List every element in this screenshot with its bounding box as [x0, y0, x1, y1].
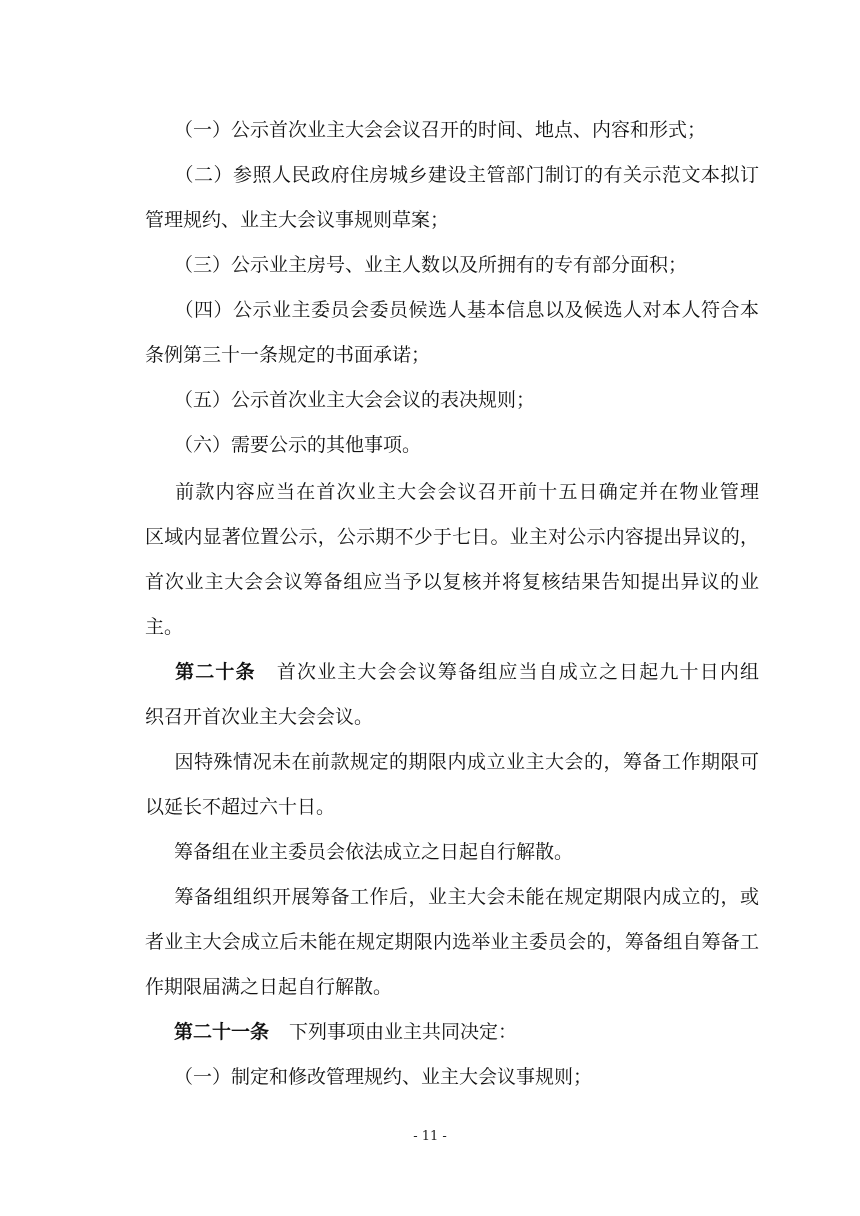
- paragraph-line: 主。: [145, 616, 184, 638]
- paragraph-line: 管理规约、业主大会议事规则草案；: [145, 209, 450, 231]
- page-number: - 11 -: [413, 1129, 447, 1144]
- article-heading: 第二十一条: [174, 1021, 270, 1043]
- paragraph-text: 下列事项由业主共同决定：: [289, 1021, 518, 1043]
- paragraph-line: （一）制定和修改管理规约、业主大会议事规则；: [174, 1066, 593, 1088]
- paragraph-line: [145, 883, 759, 911]
- paragraph-line: 织召开首次业主大会会议。: [145, 706, 374, 728]
- paragraph-text: 因特殊情况未在前款规定的期限内成立业主大会的，筹备工作期限可: [174, 751, 759, 773]
- paragraph-text: 首次业主大会会议筹备组应当自成立之日起九十日内组: [275, 661, 759, 683]
- article-21-line: [174, 1018, 517, 1046]
- paragraph-line: 条例第三十一条规定的书面承诺；: [145, 344, 431, 366]
- paragraph-line: [145, 296, 759, 324]
- paragraph-line: [145, 161, 759, 189]
- paragraph-line: 首次业主大会会议筹备组应当予以复核并将复核结果告知提出异议的业: [145, 571, 759, 593]
- paragraph-line: 区域内显著位置公示，公示期不少于七日。业主对公示内容提出异议的，: [145, 526, 759, 548]
- paragraph-line: （一）公示首次业主大会会议召开的时间、地点、内容和形式；: [174, 119, 707, 141]
- paragraph-text: 筹备组组织开展筹备工作后，业主大会未能在规定期限内成立的，或: [174, 886, 759, 908]
- paragraph-line: 以延长不超过六十日。: [145, 796, 336, 818]
- paragraph-line: [145, 478, 759, 506]
- paragraph-line: 筹备组在业主委员会依法成立之日起自行解散。: [174, 841, 574, 863]
- paragraph-text: 前款内容应当在首次业主大会会议召开前十五日确定并在物业管理: [174, 481, 759, 503]
- article-20-line: [145, 658, 759, 686]
- paragraph-text: （四）公示业主委员会委员候选人基本信息以及候选人对本人符合本: [174, 299, 759, 321]
- article-heading: 第二十条: [174, 661, 256, 683]
- paragraph-line: [145, 748, 759, 776]
- paragraph-line: （三）公示业主房号、业主人数以及所拥有的专有部分面积；: [174, 254, 688, 276]
- paragraph-line: 作期限届满之日起自行解散。: [145, 976, 393, 998]
- paragraph-line: 者业主大会成立后未能在规定期限内选举业主委员会的，筹备组自筹备工: [145, 931, 759, 953]
- paragraph-text: （二）参照人民政府住房城乡建设主管部门制订的有关示范文本拟订: [174, 164, 759, 186]
- paragraph-line: （五）公示首次业主大会会议的表决规则；: [174, 389, 536, 411]
- paragraph-line: （六）需要公示的其他事项。: [174, 434, 422, 456]
